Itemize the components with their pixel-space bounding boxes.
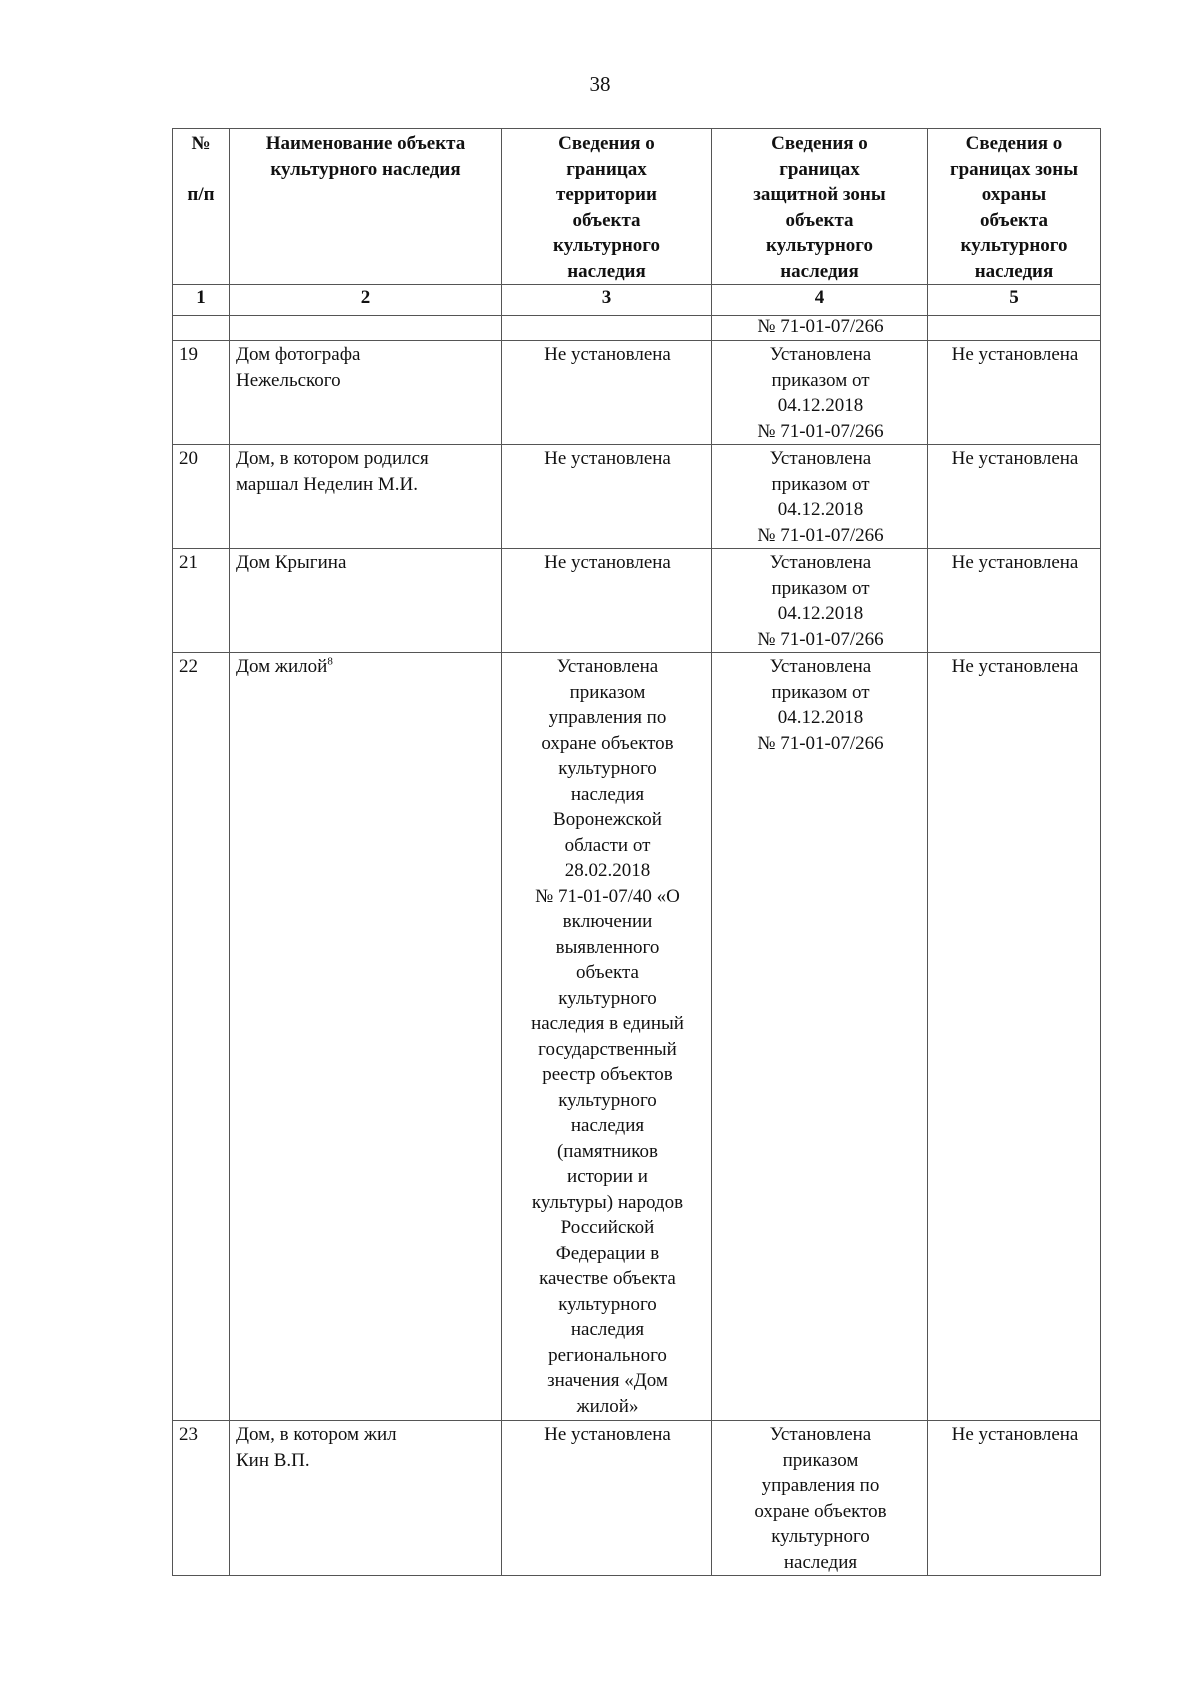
text-line: культурного bbox=[766, 235, 873, 256]
text-line: культурного bbox=[771, 1526, 870, 1547]
cell-object-name bbox=[230, 1421, 502, 1576]
text-line: Сведения о bbox=[771, 133, 868, 154]
cell-number bbox=[173, 341, 230, 445]
header-territory-boundaries bbox=[502, 129, 712, 285]
cell-security-zone bbox=[928, 549, 1101, 653]
text-line: 21 bbox=[179, 552, 198, 573]
cell-security-zone bbox=[928, 445, 1101, 549]
column-number: 4 bbox=[712, 285, 928, 316]
text-line: приказом bbox=[782, 1449, 859, 1471]
text-line: истории и bbox=[567, 1166, 648, 1187]
text-line: № 71-01-07/266 bbox=[757, 420, 884, 442]
text-line: Не установлена bbox=[544, 1424, 671, 1445]
text-line: границах bbox=[779, 158, 860, 180]
text-line: границах bbox=[566, 158, 647, 180]
cell bbox=[502, 316, 712, 341]
cell-territory bbox=[502, 1421, 712, 1576]
text-line: 19 bbox=[179, 344, 198, 365]
text-line: наследия bbox=[780, 260, 859, 282]
text-line: (памятников bbox=[556, 1140, 659, 1162]
text-line: наследия bbox=[567, 260, 646, 282]
text-line: 28.02.2018 bbox=[564, 860, 651, 881]
text-line: № bbox=[191, 133, 211, 154]
text-line: Наименование объекта культурного наследия bbox=[265, 133, 466, 180]
text-line: № 71-01-07/266 bbox=[757, 524, 884, 546]
cell-security-zone bbox=[928, 653, 1101, 1421]
page-number: 38 bbox=[589, 72, 611, 96]
text-line: Установлена bbox=[556, 656, 659, 677]
cell-territory bbox=[502, 549, 712, 653]
table-row bbox=[173, 549, 1101, 653]
text-line: границах зоны bbox=[949, 158, 1079, 180]
text-line: государственный bbox=[538, 1038, 677, 1060]
text-line: 04.12.2018 bbox=[777, 707, 864, 728]
text-line: маршал Неделин М.И. bbox=[236, 473, 418, 495]
header-object-name bbox=[230, 129, 502, 285]
text-line: охраны bbox=[981, 184, 1047, 205]
text-line: № 71-01-07/40 «О bbox=[535, 885, 680, 907]
text-line bbox=[177, 157, 225, 183]
text-line: объекта bbox=[979, 209, 1049, 231]
text-line: качестве объекта bbox=[539, 1268, 676, 1289]
text-line: Российской bbox=[560, 1217, 655, 1238]
text-line: охране объектов bbox=[541, 732, 674, 754]
cell bbox=[230, 316, 502, 341]
text-line: Не установлена bbox=[951, 552, 1079, 573]
text-line: наследия в единый bbox=[531, 1013, 684, 1034]
text-line: защитной зоны bbox=[753, 184, 886, 205]
footnote-marker: 8 bbox=[327, 655, 333, 668]
text-line: 04.12.2018 bbox=[777, 603, 864, 624]
cell-number bbox=[173, 653, 230, 1421]
table-header-row bbox=[173, 129, 1101, 285]
text-line: № 71-01-07/266 bbox=[757, 732, 884, 754]
cell-object-name bbox=[230, 445, 502, 549]
text-line: Не установлена bbox=[951, 1424, 1079, 1445]
cell-object-name bbox=[230, 549, 502, 653]
text-line: 23 bbox=[179, 1424, 198, 1445]
text-line: приказом от bbox=[771, 473, 870, 495]
text-line: Установлена bbox=[769, 1424, 872, 1445]
cell bbox=[173, 316, 230, 341]
text-line: Нежельского bbox=[236, 369, 341, 391]
cell-protective-zone bbox=[712, 445, 928, 549]
header-security-zone-boundaries bbox=[928, 129, 1101, 285]
cell bbox=[928, 316, 1101, 341]
text-line: п/п bbox=[187, 184, 215, 205]
cell-territory bbox=[502, 341, 712, 445]
text-line: выявленного bbox=[555, 936, 660, 958]
header-protective-zone-boundaries bbox=[712, 129, 928, 285]
text-line: Установлена bbox=[769, 552, 872, 573]
header-number bbox=[173, 129, 230, 285]
text-line: регионального bbox=[548, 1344, 667, 1366]
text-line: Не установлена bbox=[951, 448, 1079, 469]
column-number-row bbox=[173, 285, 1101, 316]
heritage-objects-table bbox=[172, 128, 1101, 1576]
text-line: Дом, в котором жил bbox=[236, 1424, 397, 1445]
text-line: наследия bbox=[570, 1319, 645, 1340]
cell-number bbox=[173, 549, 230, 653]
text-line: области от bbox=[564, 834, 651, 856]
cell-territory bbox=[502, 653, 712, 1421]
text-line: наследия bbox=[783, 1551, 858, 1573]
text-line: Дом фотографа bbox=[236, 344, 361, 365]
text-line: приказом bbox=[569, 681, 646, 703]
text-line: Не установлена bbox=[544, 344, 671, 365]
text-line: Воронежской bbox=[553, 809, 662, 830]
column-number: 5 bbox=[928, 285, 1101, 316]
text-line: культурного bbox=[553, 235, 660, 256]
text-line: жилой» bbox=[576, 1395, 639, 1417]
column-number: 3 bbox=[502, 285, 712, 316]
text-line: управления по bbox=[548, 707, 667, 728]
text-line: Дом Крыгина bbox=[236, 552, 347, 573]
cell-security-zone bbox=[928, 1421, 1101, 1576]
text-line: реестр объектов bbox=[542, 1064, 673, 1085]
cell-territory bbox=[502, 445, 712, 549]
text-line: культурного bbox=[558, 758, 657, 779]
text-line: наследия bbox=[570, 783, 645, 805]
text-line: Не установлена bbox=[544, 448, 671, 469]
text-line: Сведения о bbox=[558, 133, 655, 154]
text-line: культурного bbox=[558, 987, 657, 1009]
cell-protective-zone bbox=[712, 341, 928, 445]
text-line: 22 bbox=[179, 656, 198, 677]
cell-protective-zone bbox=[712, 549, 928, 653]
table-row bbox=[173, 1421, 1101, 1576]
text-line: Не установлена bbox=[951, 344, 1079, 365]
cell-number bbox=[173, 1421, 230, 1576]
text-line: приказом от bbox=[771, 681, 870, 703]
text-line: культурного bbox=[558, 1293, 657, 1315]
text-line: Федерации в bbox=[555, 1242, 660, 1264]
table-row bbox=[173, 653, 1101, 1421]
text-line: 04.12.2018 bbox=[777, 499, 864, 520]
text-line: объекта bbox=[785, 209, 854, 231]
text-line: Сведения о bbox=[965, 133, 1063, 154]
cell-protective-zone bbox=[712, 653, 928, 1421]
text-line: объекта bbox=[572, 209, 641, 231]
text-line: Не установлена bbox=[951, 656, 1079, 677]
text-line: № 71-01-07/266 bbox=[757, 628, 884, 650]
cell-object-name bbox=[230, 341, 502, 445]
text-line: приказом от bbox=[771, 577, 870, 599]
column-number: 1 bbox=[173, 285, 230, 316]
text-line: Кин В.П. bbox=[236, 1449, 310, 1471]
text-line: культурного bbox=[960, 235, 1068, 256]
continuation-row bbox=[173, 316, 1101, 341]
table-row bbox=[173, 445, 1101, 549]
cell-object-name bbox=[230, 653, 502, 1421]
text-line: 04.12.2018 bbox=[777, 395, 864, 416]
cell-protective-zone bbox=[712, 1421, 928, 1576]
text-line: Дом, в котором родился bbox=[236, 448, 429, 469]
text-line: Не установлена bbox=[544, 552, 671, 573]
text-line: значения «Дом bbox=[547, 1370, 668, 1391]
text-line: Установлена bbox=[769, 344, 872, 365]
table-row bbox=[173, 341, 1101, 445]
cell-number bbox=[173, 445, 230, 549]
text-line: Установлена bbox=[769, 448, 872, 469]
text-line: наследия bbox=[570, 1115, 645, 1136]
text-line: культурного bbox=[558, 1089, 657, 1111]
text-line: территории bbox=[556, 184, 657, 205]
text-line: Установлена bbox=[769, 656, 872, 677]
text-line: Дом жилой$^8$ bbox=[236, 655, 333, 677]
text-line: 20 bbox=[179, 448, 198, 469]
cell-protective-zone: № 71-01-07/266 bbox=[712, 316, 928, 341]
text-line: культуры) народов bbox=[531, 1191, 684, 1213]
text-line: включении bbox=[562, 911, 653, 932]
text-line: объекта bbox=[576, 962, 639, 983]
text-line: приказом от bbox=[771, 369, 870, 391]
text-line: управления по bbox=[761, 1475, 880, 1496]
text-line: наследия bbox=[974, 260, 1054, 282]
text-line: охране объектов bbox=[754, 1500, 887, 1522]
cell-security-zone bbox=[928, 341, 1101, 445]
column-number: 2 bbox=[230, 285, 502, 316]
